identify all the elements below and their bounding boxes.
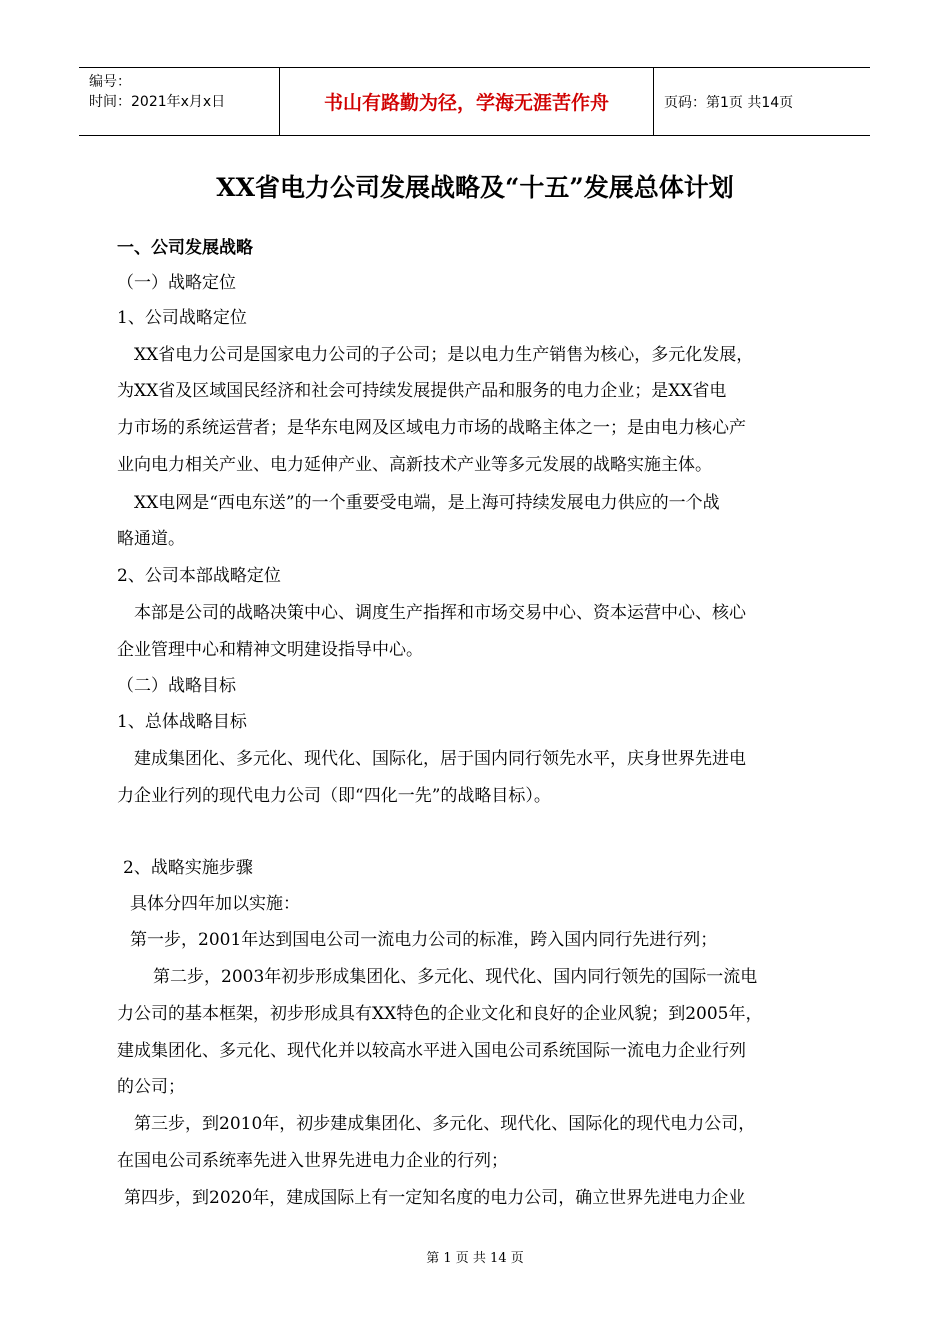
motto: 书山有路勤为径，学海无涯苦作舟 xyxy=(280,68,654,135)
paragraph-line: 业向电力相关产业、电力延伸产业、高新技术产业等多元发展的战略实施主体。 xyxy=(117,455,712,475)
header-table xyxy=(79,67,870,136)
paragraph-line: 的公司； xyxy=(117,1077,185,1097)
item-heading: 2、公司本部战略定位 xyxy=(117,566,281,586)
header-meta xyxy=(79,68,280,135)
item-heading: 2、战略实施步骤 xyxy=(123,858,253,878)
paragraph-line: 建成集团化、多元化、现代化并以较高水平进入国电公司系统国际一流电力企业行列 xyxy=(117,1041,746,1061)
paragraph-line: 第二步，2003年初步形成集团化、多元化、现代化、国内同行领先的国际一流电 xyxy=(153,967,758,987)
paragraph-line: 建成集团化、多元化、现代化、国际化，居于国内同行领先水平，庆身世界先进电 xyxy=(134,749,746,769)
paragraph-line: 第四步，到2020年，建成国际上有一定知名度的电力公司，确立世界先进电力企业 xyxy=(124,1188,746,1208)
paragraph-line: 略通道。 xyxy=(117,529,185,549)
paragraph-line: 力企业行列的现代电力公司（即“四化一先”的战略目标）。 xyxy=(117,786,551,806)
paragraph-line: XX省电力公司是国家电力公司的子公司；是以电力生产销售为核心，多元化发展， xyxy=(134,345,754,365)
paragraph-line: 第三步，到2010年，初步建成集团化、多元化、现代化、国际化的现代电力公司， xyxy=(134,1114,756,1134)
paragraph-line: 企业管理中心和精神文明建设指导中心。 xyxy=(117,640,423,660)
number-label: 编号： xyxy=(89,74,131,90)
paragraph-line: 本部是公司的战略决策中心、调度生产指挥和市场交易中心、资本运营中心、核心 xyxy=(134,603,746,623)
paragraph-line: 为XX省及区域国民经济和社会可持续发展提供产品和服务的电力企业；是XX省电 xyxy=(117,381,727,401)
paragraph-line: 具体分四年加以实施： xyxy=(130,894,300,914)
paragraph-line: 在国电公司系统率先进入世界先进电力企业的行列； xyxy=(117,1151,508,1171)
subsection-heading: （二）战略目标 xyxy=(117,676,236,696)
item-heading: 1、公司战略定位 xyxy=(117,308,247,328)
paragraph-line: 力公司的基本框架，初步形成具有XX特色的企业文化和良好的企业风貌；到2005年， xyxy=(117,1004,763,1024)
page-footer: 第 1 页 共 14 页 xyxy=(426,1251,524,1266)
paragraph-line: 力市场的系统运营者；是华东电网及区域电力市场的战略主体之一；是由电力核心产 xyxy=(117,418,746,438)
page-info: 页码：第1页 共14页 xyxy=(664,94,794,111)
paragraph-line: XX电网是“西电东送”的一个重要受电端，是上海可持续发展电力供应的一个战 xyxy=(134,493,720,513)
document-title: XX省电力公司发展战略及“十五”发展总体计划 xyxy=(216,173,734,202)
subsection-heading: （一）战略定位 xyxy=(117,273,236,293)
time-label: 时间：2021年x月x日 xyxy=(89,94,226,110)
section-heading: 一、公司发展战略 xyxy=(117,238,253,258)
paragraph-line: 第一步，2001年达到国电公司一流电力公司的标准，跨入国内同行先进行列； xyxy=(130,930,718,950)
item-heading: 1、总体战略目标 xyxy=(117,712,247,732)
